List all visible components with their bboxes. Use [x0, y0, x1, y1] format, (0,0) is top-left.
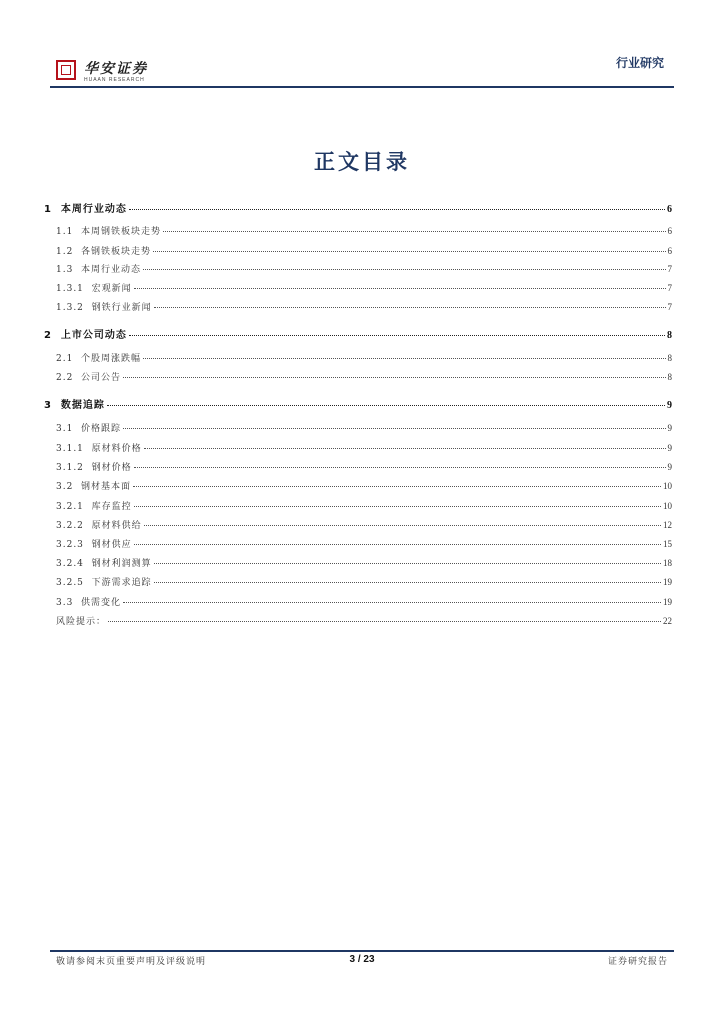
toc-entry-title: 3.2.4 钢材利润测算 — [56, 559, 152, 569]
toc-title: 正文目录 — [314, 150, 410, 174]
toc-entry-page: 6 — [667, 226, 672, 236]
toc-dot-leader — [134, 459, 666, 468]
toc-entry-title: 3.2.2 原材料供给 — [56, 521, 142, 531]
toc-entry-title: 1.2 各钢铁板块走势 — [56, 247, 152, 257]
toc-entry-title: 3.2.3 钢材供应 — [56, 540, 132, 550]
toc-entry-page: 8 — [667, 353, 672, 363]
toc-entry-title: 3.2 钢材基本面 — [56, 482, 132, 492]
toc-dot-leader — [134, 280, 666, 289]
toc-entry[interactable] — [44, 441, 672, 455]
toc-entry-page: 7 — [667, 283, 672, 293]
toc-entry-page: 6 — [667, 204, 672, 215]
toc-dot-leader — [108, 613, 661, 622]
toc-dot-leader — [154, 299, 666, 308]
logo-subtext: HUAAN RESEARCH — [84, 77, 145, 83]
toc-entry-title: 3.2.5 下游需求追踪 — [56, 578, 152, 588]
toc-dot-leader — [143, 350, 665, 359]
header-divider — [50, 86, 674, 88]
toc-entry[interactable] — [44, 479, 672, 493]
page-header — [50, 52, 674, 88]
toc-entry-page: 9 — [667, 400, 672, 411]
toc-entry-page: 19 — [663, 597, 672, 607]
company-logo — [56, 58, 196, 88]
page-number: 3 / 23 — [349, 954, 375, 965]
toc-entry-title: 风险提示： — [56, 617, 107, 627]
toc-entry-page: 22 — [663, 616, 672, 626]
toc-entry-title: 1.3.2 钢铁行业新闻 — [56, 303, 152, 313]
footer-disclaimer: 敬请参阅末页重要声明及评级说明 — [56, 957, 207, 967]
toc-entry[interactable] — [44, 262, 672, 276]
toc-entry-page: 9 — [667, 423, 672, 433]
toc-entry-page: 18 — [663, 558, 672, 568]
toc-entry-page: 8 — [667, 330, 672, 341]
toc-entry[interactable] — [44, 200, 672, 214]
toc-entry-page: 10 — [663, 501, 672, 511]
toc-dot-leader — [143, 261, 665, 270]
toc-entry[interactable] — [44, 460, 672, 474]
toc-entry[interactable] — [44, 537, 672, 551]
toc-entry-page: 8 — [667, 372, 672, 382]
toc-entry[interactable] — [44, 518, 672, 532]
toc-entry-page: 9 — [667, 462, 672, 472]
toc-entry-title: 1.3 本周行业动态 — [56, 265, 142, 275]
toc-dot-leader — [129, 201, 665, 210]
toc-entry-title: 3.1.2 钢材价格 — [56, 463, 132, 473]
toc-dot-leader — [153, 243, 665, 252]
toc-entry-page: 10 — [663, 481, 672, 491]
toc-entry-page: 12 — [663, 520, 672, 530]
toc-entry-title: 1 本周行业动态 — [44, 204, 127, 215]
toc-entry[interactable] — [44, 575, 672, 589]
toc-dot-leader — [123, 420, 665, 429]
toc-entry-title: 3.1 价格跟踪 — [56, 424, 122, 434]
toc-entry-page: 7 — [667, 302, 672, 312]
toc-entry-title: 3.3 供需变化 — [56, 598, 122, 608]
toc-dot-leader — [134, 498, 661, 507]
toc-entry[interactable] — [44, 370, 672, 384]
toc-entry-page: 6 — [667, 246, 672, 256]
toc-entry[interactable] — [44, 281, 672, 295]
toc-dot-leader — [163, 223, 665, 232]
toc-entry-title: 2.2 公司公告 — [56, 373, 122, 383]
toc-dot-leader — [154, 555, 661, 564]
toc-entry[interactable] — [44, 326, 672, 340]
page-footer — [56, 954, 668, 968]
toc-entry[interactable] — [44, 300, 672, 314]
toc-dot-leader — [123, 369, 665, 378]
toc-entry-page: 7 — [667, 264, 672, 274]
toc-dot-leader — [134, 536, 661, 545]
toc-dot-leader — [144, 517, 661, 526]
toc-entry[interactable] — [44, 224, 672, 238]
toc-dot-leader — [123, 594, 661, 603]
toc-dot-leader — [154, 574, 661, 583]
toc-entry-title: 2 上市公司动态 — [44, 330, 127, 341]
toc-entry[interactable] — [44, 244, 672, 258]
toc-entry[interactable] — [44, 614, 672, 628]
toc-entry[interactable] — [44, 396, 672, 410]
toc-dot-leader — [144, 440, 666, 449]
toc-entry[interactable] — [44, 499, 672, 513]
toc-entry-page: 9 — [667, 443, 672, 453]
toc-entry[interactable] — [44, 351, 672, 365]
toc-entry-page: 15 — [663, 539, 672, 549]
report-type: 行业研究 — [615, 56, 664, 70]
toc-dot-leader — [129, 327, 665, 336]
toc-entry-title: 3.1.1 原材料价格 — [56, 444, 142, 454]
toc-entry-title: 1.1 本周钢铁板块走势 — [56, 227, 162, 237]
toc-entry-title: 1.3.1 宏观新闻 — [56, 284, 132, 294]
toc-entry[interactable] — [44, 421, 672, 435]
toc-entry[interactable] — [44, 595, 672, 609]
toc-dot-leader — [107, 397, 665, 406]
footer-divider — [50, 950, 674, 952]
toc-entry-page: 19 — [663, 577, 672, 587]
footer-report-label: 证券研究报告 — [607, 957, 668, 967]
toc-dot-leader — [133, 478, 661, 487]
toc-entry[interactable] — [44, 556, 672, 570]
logo-text: 华安证券 — [84, 61, 148, 77]
toc-entry-title: 2.1 个股周涨跌幅 — [56, 354, 142, 364]
toc-entry-title: 3 数据追踪 — [44, 400, 105, 411]
logo-seal-icon — [56, 60, 76, 80]
toc-entry-title: 3.2.1 库存监控 — [56, 502, 132, 512]
